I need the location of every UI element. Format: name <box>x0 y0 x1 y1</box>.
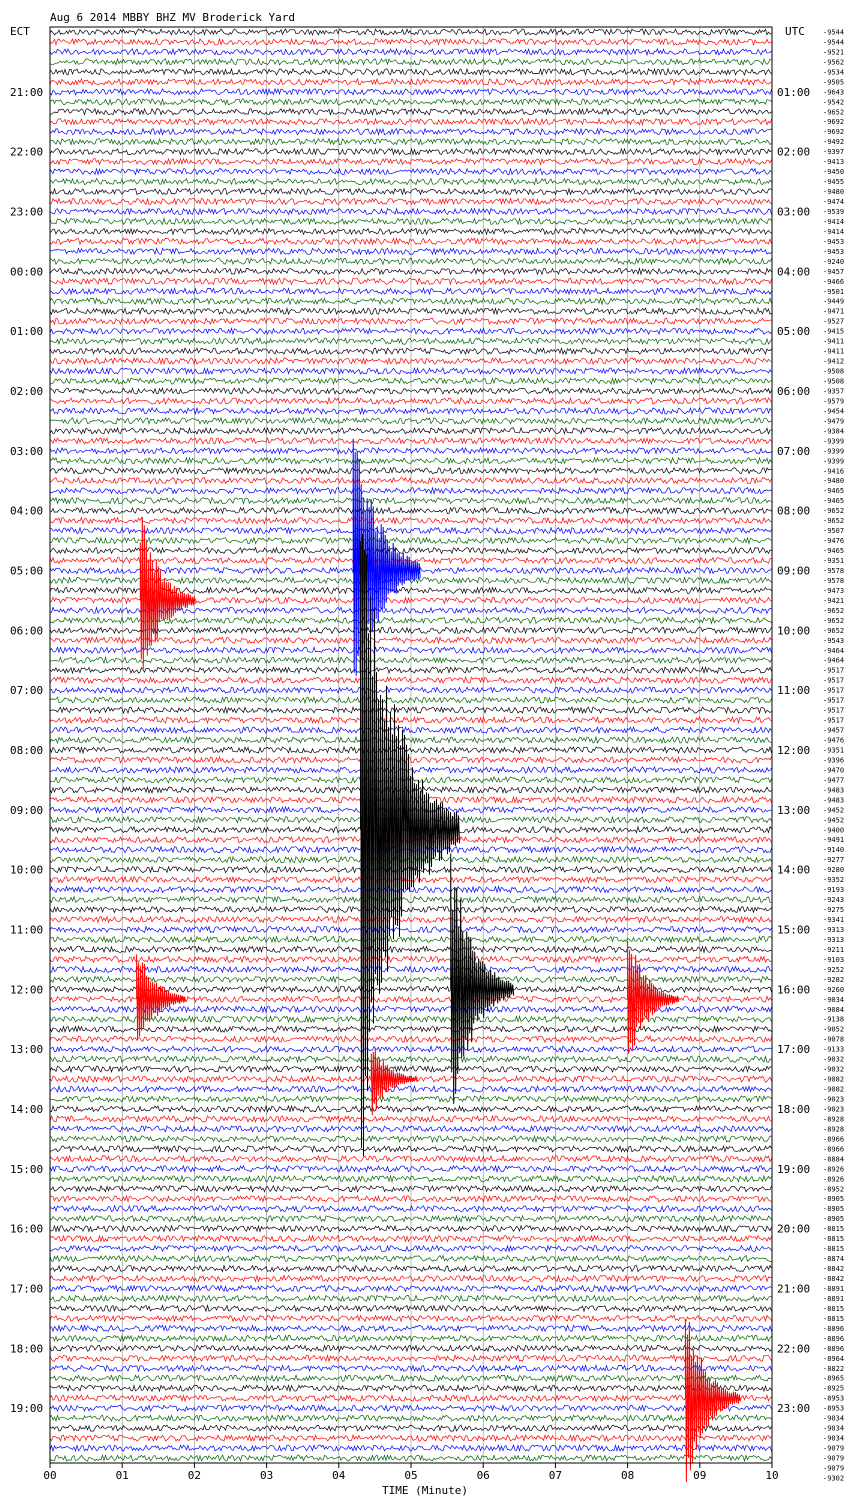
row-count-label: -9477 <box>823 776 845 785</box>
row-count-label: -8896 <box>823 1324 845 1333</box>
row-count-label: -9652 <box>823 626 845 635</box>
row-count-label: -9413 <box>823 158 845 167</box>
row-count-label: -9034 <box>823 1414 845 1423</box>
left-hour-label: 23:00 <box>10 205 44 219</box>
right-hour-label: 22:00 <box>777 1342 811 1356</box>
row-count-label: -9399 <box>823 447 845 456</box>
row-count-label: -9399 <box>823 437 845 446</box>
left-hour-label: 11:00 <box>10 923 44 937</box>
row-count-label: -9415 <box>823 327 845 336</box>
row-count-label: -9411 <box>823 347 845 356</box>
row-count-label: -9282 <box>823 975 845 984</box>
row-count-label: -9471 <box>823 307 845 316</box>
row-count-label: -8905 <box>823 1215 845 1224</box>
left-hour-label: 16:00 <box>10 1222 44 1236</box>
row-count-label: -8815 <box>823 1245 845 1254</box>
row-count-label: -9079 <box>823 1464 845 1473</box>
row-count-label: -8815 <box>823 1314 845 1323</box>
row-count-label: -9539 <box>823 207 845 216</box>
row-count-label: -9034 <box>823 1434 845 1443</box>
left-hour-label: 19:00 <box>10 1402 44 1416</box>
row-count-label: -9542 <box>823 98 845 107</box>
row-count-label: -9455 <box>823 178 845 187</box>
row-count-label: -8925 <box>823 1384 845 1393</box>
left-hour-label: 10:00 <box>10 863 44 877</box>
right-hour-label: 18:00 <box>777 1102 811 1116</box>
row-count-label: -9140 <box>823 846 845 855</box>
x-tick-label: 00 <box>43 1469 57 1482</box>
row-count-label: -9450 <box>823 168 845 177</box>
right-hour-label: 08:00 <box>777 504 811 518</box>
row-count-label: -9399 <box>823 457 845 466</box>
row-count-label: -9652 <box>823 517 845 526</box>
row-count-label: -9562 <box>823 58 845 67</box>
row-count-label: -9465 <box>823 547 845 556</box>
right-hour-label: 13:00 <box>777 803 811 817</box>
row-count-label: -9023 <box>823 1105 845 1114</box>
row-count-label: -9412 <box>823 357 845 366</box>
row-count-label: -9453 <box>823 247 845 256</box>
row-count-label: -9501 <box>823 287 845 296</box>
row-count-label: -9252 <box>823 965 845 974</box>
row-count-label: -9211 <box>823 945 845 954</box>
right-hour-label: 04:00 <box>777 265 811 279</box>
right-hour-label: 21:00 <box>777 1282 811 1296</box>
row-count-label: -9452 <box>823 806 845 815</box>
row-count-label: -8928 <box>823 1115 845 1124</box>
left-hour-label: 14:00 <box>10 1102 44 1116</box>
row-count-label: -9454 <box>823 407 845 416</box>
x-tick-label: 05 <box>404 1469 418 1482</box>
right-hour-label: 19:00 <box>777 1162 811 1176</box>
row-count-label: -9476 <box>823 736 845 745</box>
row-count-label: -9133 <box>823 1045 845 1054</box>
row-count-label: -9508 <box>823 377 845 386</box>
row-count-label: -9082 <box>823 1085 845 1094</box>
row-count-label: -8953 <box>823 1404 845 1413</box>
row-count-label: -9534 <box>823 68 845 77</box>
row-count-label: -8905 <box>823 1195 845 1204</box>
right-hour-label: 02:00 <box>777 145 811 159</box>
row-count-label: -9457 <box>823 726 845 735</box>
row-count-label: -9470 <box>823 766 845 775</box>
x-tick-label: 02 <box>187 1469 202 1482</box>
left-hour-label: 13:00 <box>10 1043 44 1057</box>
row-count-label: -9692 <box>823 118 845 127</box>
x-tick-label: 10 <box>765 1469 779 1482</box>
left-hour-label: 05:00 <box>10 564 44 578</box>
row-count-label: -9517 <box>823 706 845 715</box>
row-count-label: -8926 <box>823 1175 845 1184</box>
row-count-label: -8884 <box>823 1155 845 1164</box>
row-count-label: -9243 <box>823 896 845 905</box>
left-hour-label: 21:00 <box>10 85 44 99</box>
right-hour-label: 17:00 <box>777 1043 811 1057</box>
x-axis-title: TIME (Minute) <box>381 1484 469 1497</box>
row-count-label: -9452 <box>823 816 845 825</box>
row-count-label: -9084 <box>823 1005 845 1014</box>
left-hour-label: 01:00 <box>10 325 44 339</box>
row-count-label: -9652 <box>823 616 845 625</box>
right-hour-label: 01:00 <box>777 85 811 99</box>
row-count-label: -9579 <box>823 397 845 406</box>
left-hour-label: 18:00 <box>10 1342 44 1356</box>
left-hour-label: 07:00 <box>10 684 44 698</box>
row-count-label: -8965 <box>823 1374 845 1383</box>
row-count-label: -9384 <box>823 427 845 436</box>
left-hour-label: 09:00 <box>10 803 44 817</box>
row-count-label: -8896 <box>823 1334 845 1343</box>
row-count-label: -8896 <box>823 1344 845 1353</box>
row-count-label: -9052 <box>823 1025 845 1034</box>
row-count-label: -9032 <box>823 1065 845 1074</box>
row-count-label: -9527 <box>823 317 845 326</box>
row-count-label: -9473 <box>823 586 845 595</box>
row-count-label: -9193 <box>823 886 845 895</box>
row-count-label: -9578 <box>823 566 845 575</box>
row-count-label: -9466 <box>823 277 845 286</box>
row-count-label: -9082 <box>823 1075 845 1084</box>
row-count-label: -8842 <box>823 1265 845 1274</box>
row-count-label: -9480 <box>823 188 845 197</box>
left-hour-label: 02:00 <box>10 384 44 398</box>
left-hour-label: 06:00 <box>10 624 44 638</box>
row-count-label: -9517 <box>823 686 845 695</box>
x-tick-label: 04 <box>332 1469 346 1482</box>
row-count-label: -9652 <box>823 507 845 516</box>
left-hour-label: 17:00 <box>10 1282 44 1296</box>
row-count-label: -9023 <box>823 1095 845 1104</box>
row-count-label: -9483 <box>823 786 845 795</box>
row-count-label: -9138 <box>823 1015 845 1024</box>
row-count-label: -9352 <box>823 876 845 885</box>
row-count-label: -9396 <box>823 756 845 765</box>
row-count-label: -9517 <box>823 676 845 685</box>
row-count-label: -8964 <box>823 1354 845 1363</box>
right-hour-label: 20:00 <box>777 1222 811 1236</box>
left-hour-label: 22:00 <box>10 145 44 159</box>
right-axis-label: UTC <box>785 25 805 38</box>
row-count-label: -9517 <box>823 696 845 705</box>
row-count-label: -8953 <box>823 1394 845 1403</box>
row-count-label: -9302 <box>823 1474 845 1483</box>
row-count-label: -9079 <box>823 1454 845 1463</box>
x-tick-label: 09 <box>693 1469 707 1482</box>
row-count-label: -9414 <box>823 217 845 226</box>
row-count-label: -9411 <box>823 337 845 346</box>
row-count-label: -9465 <box>823 497 845 506</box>
row-count-label: -9034 <box>823 995 845 1004</box>
x-tick-label: 01 <box>115 1469 129 1482</box>
row-count-label: -9507 <box>823 527 845 536</box>
row-count-label: -9277 <box>823 856 845 865</box>
row-count-label: -9652 <box>823 606 845 615</box>
row-count-label: -8928 <box>823 1125 845 1134</box>
right-hour-label: 12:00 <box>777 743 811 757</box>
left-hour-label: 03:00 <box>10 444 44 458</box>
right-hour-label: 09:00 <box>777 564 811 578</box>
row-count-label: -9357 <box>823 387 845 396</box>
row-count-label: -9517 <box>823 666 845 675</box>
row-count-label: -9492 <box>823 138 845 147</box>
row-count-label: -9505 <box>823 78 845 87</box>
row-count-label: -9692 <box>823 128 845 137</box>
row-count-label: -9544 <box>823 38 845 47</box>
row-count-label: -9341 <box>823 916 845 925</box>
x-tick-label: 03 <box>259 1469 274 1482</box>
x-tick-label: 07 <box>548 1469 563 1482</box>
row-count-label: -9079 <box>823 1444 845 1453</box>
left-hour-label: 00:00 <box>10 265 44 279</box>
row-count-label: -9449 <box>823 297 845 306</box>
row-count-label: -9508 <box>823 367 845 376</box>
row-count-label: -9103 <box>823 955 845 964</box>
row-count-label: -8891 <box>823 1284 845 1293</box>
right-hour-label: 06:00 <box>777 384 811 398</box>
row-count-label: -9034 <box>823 1424 845 1433</box>
row-count-label: -9078 <box>823 1035 845 1044</box>
row-count-label: -9421 <box>823 596 845 605</box>
row-count-label: -9275 <box>823 906 845 915</box>
row-count-label: -9465 <box>823 487 845 496</box>
row-count-label: -9652 <box>823 108 845 117</box>
row-count-label: -9416 <box>823 467 845 476</box>
right-hour-label: 23:00 <box>777 1402 811 1416</box>
row-count-label: -9351 <box>823 557 845 566</box>
right-hour-label: 03:00 <box>777 205 811 219</box>
left-axis-label: ECT <box>10 25 30 38</box>
right-hour-label: 15:00 <box>777 923 811 937</box>
row-count-label: -9457 <box>823 267 845 276</box>
left-hour-label: 15:00 <box>10 1162 44 1176</box>
row-count-label: -9240 <box>823 257 845 266</box>
right-hour-label: 16:00 <box>777 983 811 997</box>
right-hour-label: 14:00 <box>777 863 811 877</box>
row-count-label: -8842 <box>823 1275 845 1284</box>
row-count-label: -8815 <box>823 1235 845 1244</box>
row-count-label: -8905 <box>823 1205 845 1214</box>
chart-title: Aug 6 2014 MBBY BHZ MV Broderick Yard <box>50 11 296 24</box>
row-count-label: -9491 <box>823 836 845 845</box>
right-hour-label: 07:00 <box>777 444 811 458</box>
row-count-label: -8952 <box>823 1185 845 1194</box>
x-tick-label: 06 <box>476 1469 490 1482</box>
row-count-label: -8966 <box>823 1145 845 1154</box>
row-count-label: -9400 <box>823 826 845 835</box>
row-count-label: -9521 <box>823 48 845 57</box>
row-count-label: -9464 <box>823 656 845 665</box>
x-tick-label: 08 <box>620 1469 635 1482</box>
row-count-label: -8966 <box>823 1135 845 1144</box>
row-count-label: -9479 <box>823 417 845 426</box>
row-count-label: -9260 <box>823 985 845 994</box>
row-count-label: -8815 <box>823 1304 845 1313</box>
row-count-label: -9032 <box>823 1055 845 1064</box>
row-count-label: -9544 <box>823 28 845 37</box>
row-count-label: -9480 <box>823 477 845 486</box>
row-count-label: -9476 <box>823 537 845 546</box>
row-count-label: -9453 <box>823 237 845 246</box>
row-count-label: -9313 <box>823 935 845 944</box>
row-count-label: -9313 <box>823 925 845 934</box>
right-hour-label: 11:00 <box>777 684 811 698</box>
row-count-label: -8822 <box>823 1364 845 1373</box>
row-count-label: -8891 <box>823 1294 845 1303</box>
row-count-label: -8926 <box>823 1165 845 1174</box>
right-hour-label: 05:00 <box>777 325 811 339</box>
row-count-label: -9414 <box>823 227 845 236</box>
row-count-label: -9483 <box>823 796 845 805</box>
row-count-label: -9543 <box>823 636 845 645</box>
row-count-label: -9464 <box>823 646 845 655</box>
left-hour-label: 04:00 <box>10 504 44 518</box>
row-count-label: -8874 <box>823 1255 845 1264</box>
row-count-label: -9280 <box>823 866 845 875</box>
row-count-label: -9643 <box>823 88 845 97</box>
right-hour-label: 10:00 <box>777 624 811 638</box>
row-count-label: -9397 <box>823 148 845 157</box>
left-hour-label: 12:00 <box>10 983 44 997</box>
row-count-label: -9517 <box>823 716 845 725</box>
row-count-label: -8815 <box>823 1225 845 1234</box>
row-count-label: -9474 <box>823 198 845 207</box>
row-count-label: -9578 <box>823 576 845 585</box>
left-hour-label: 08:00 <box>10 743 44 757</box>
row-count-label: -9351 <box>823 746 845 755</box>
